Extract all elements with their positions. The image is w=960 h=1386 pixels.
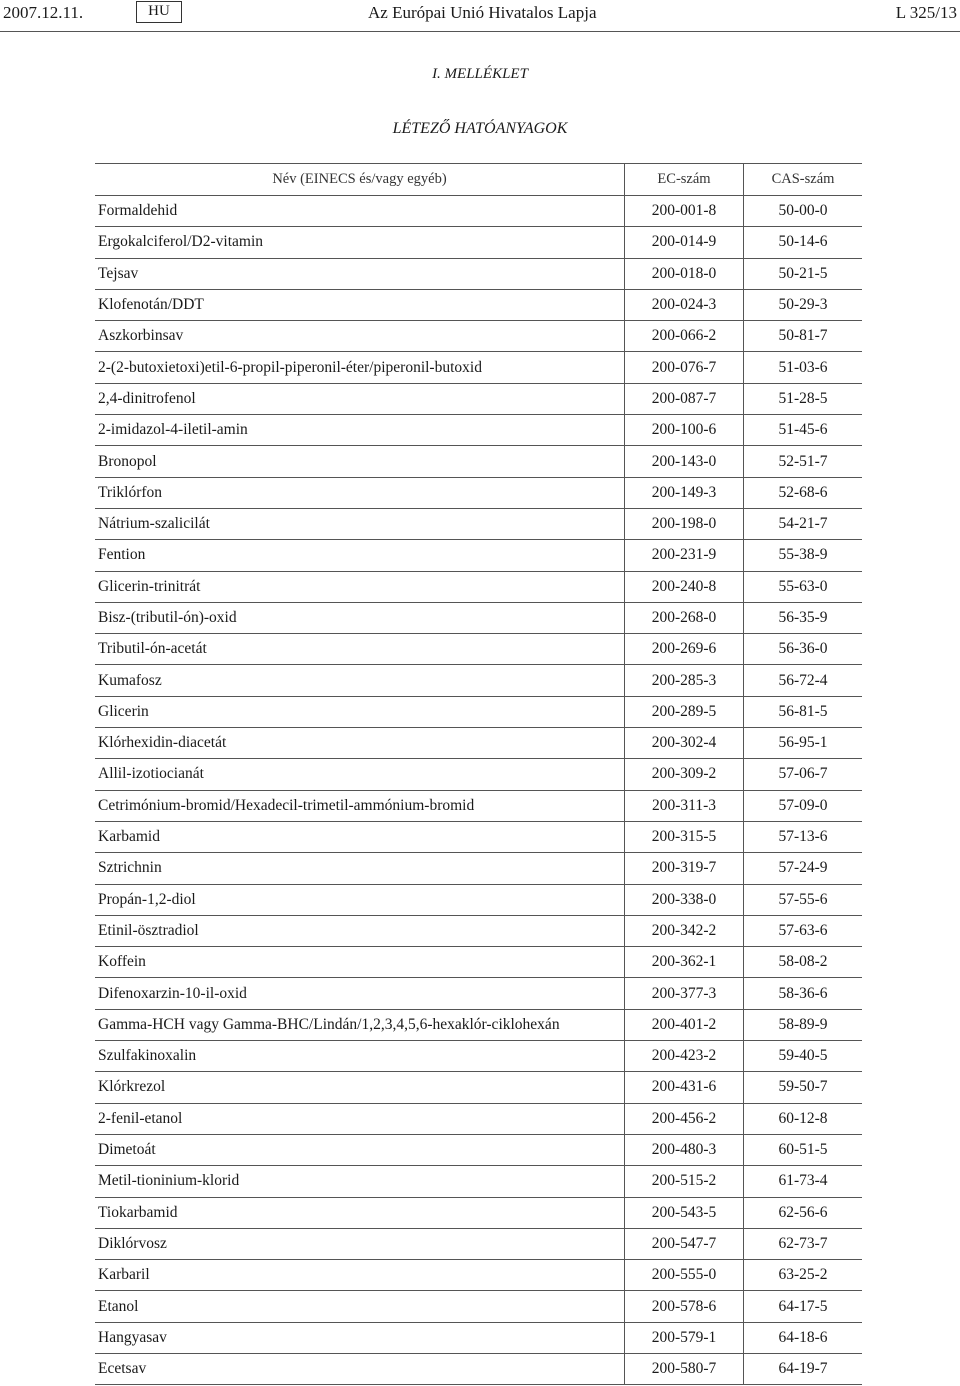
cas-number-cell: 59-40-5: [744, 1041, 863, 1072]
table-row: [95, 289, 862, 320]
table-row: [95, 665, 862, 696]
cas-number-cell: 50-81-7: [744, 321, 863, 352]
cas-number-cell: 62-73-7: [744, 1228, 863, 1259]
table-row: [95, 696, 862, 727]
substance-name-cell: 2,4-dinitrofenol: [95, 383, 625, 414]
table-row: [95, 1134, 862, 1165]
ec-number-cell: 200-377-3: [625, 978, 744, 1009]
ec-number-cell: 200-456-2: [625, 1103, 744, 1134]
substance-name-cell: Cetrimónium-bromid/Hexadecil-trimetil-ammónium-bromid: [95, 790, 625, 821]
substance-name-cell: Etinil-ösztradiol: [95, 915, 625, 946]
ec-number-cell: 200-149-3: [625, 477, 744, 508]
substance-name-cell: Sztrichnin: [95, 853, 625, 884]
annex-title: I. MELLÉKLET: [432, 66, 528, 82]
cas-number-cell: 56-72-4: [744, 665, 863, 696]
cas-number-cell: 56-95-1: [744, 728, 863, 759]
ec-number-cell: 200-547-7: [625, 1228, 744, 1259]
ec-number-cell: 200-302-4: [625, 728, 744, 759]
table-row: [95, 446, 862, 477]
ec-number-cell: 200-066-2: [625, 321, 744, 352]
substance-name-cell: Kumafosz: [95, 665, 625, 696]
cas-number-cell: 50-00-0: [744, 196, 863, 227]
cas-number-cell: 57-63-6: [744, 915, 863, 946]
table-row: [95, 1166, 862, 1197]
substance-name-cell: Fention: [95, 540, 625, 571]
table-row: [95, 258, 862, 289]
cas-number-cell: 51-28-5: [744, 383, 863, 414]
substance-name-cell: 2-fenil-etanol: [95, 1103, 625, 1134]
ec-number-cell: 200-285-3: [625, 665, 744, 696]
table-row: [95, 1103, 862, 1134]
table-row: [95, 1041, 862, 1072]
cas-number-cell: 52-68-6: [744, 477, 863, 508]
ec-number-cell: 200-001-8: [625, 196, 744, 227]
table-row: [95, 634, 862, 665]
table-row: [95, 1072, 862, 1103]
table-row: [95, 1228, 862, 1259]
substance-name-cell: Dimetoát: [95, 1134, 625, 1165]
table-row: [95, 321, 862, 352]
cas-number-cell: 63-25-2: [744, 1260, 863, 1291]
ec-number-cell: 200-543-5: [625, 1197, 744, 1228]
substance-name-cell: Tejsav: [95, 258, 625, 289]
table-row: [95, 508, 862, 539]
cas-number-cell: 64-18-6: [744, 1322, 863, 1353]
table-row: [95, 602, 862, 633]
table-row: [95, 383, 862, 414]
table-row: [95, 415, 862, 446]
substance-name-cell: Propán-1,2-diol: [95, 884, 625, 915]
cas-number-cell: 57-09-0: [744, 790, 863, 821]
table-row: [95, 915, 862, 946]
ec-number-cell: 200-087-7: [625, 383, 744, 414]
cas-number-cell: 56-35-9: [744, 602, 863, 633]
substance-name-cell: Bronopol: [95, 446, 625, 477]
substance-name-cell: Glicerin-trinitrát: [95, 571, 625, 602]
table-body: [95, 196, 862, 1385]
substance-name-cell: Koffein: [95, 947, 625, 978]
substance-name-cell: 2-(2-butoxietoxi)etil-6-propil-piperonil-éter/piperonil-butoxid: [95, 352, 625, 383]
table-row: [95, 1353, 862, 1384]
cas-number-cell: 58-36-6: [744, 978, 863, 1009]
table-row: [95, 1322, 862, 1353]
ec-number-cell: 200-289-5: [625, 696, 744, 727]
ec-number-cell: 200-100-6: [625, 415, 744, 446]
substance-name-cell: Gamma-HCH vagy Gamma-BHC/Lindán/1,2,3,4,5,6-hexaklór-ciklohexán: [95, 1009, 625, 1040]
ec-number-cell: 200-076-7: [625, 352, 744, 383]
substance-name-cell: Triklórfon: [95, 477, 625, 508]
ec-number-cell: 200-423-2: [625, 1041, 744, 1072]
substance-name-cell: Etanol: [95, 1291, 625, 1322]
cas-number-cell: 51-45-6: [744, 415, 863, 446]
language-badge: HU: [136, 1, 182, 23]
substance-name-cell: Diklórvosz: [95, 1228, 625, 1259]
ec-number-cell: 200-014-9: [625, 227, 744, 258]
cas-number-cell: 56-36-0: [744, 634, 863, 665]
table-header-row: [95, 164, 862, 196]
ec-number-cell: 200-580-7: [625, 1353, 744, 1384]
column-header-cas: CAS-szám: [744, 164, 863, 196]
cas-number-cell: 61-73-4: [744, 1166, 863, 1197]
table-row: [95, 1009, 862, 1040]
ec-number-cell: 200-401-2: [625, 1009, 744, 1040]
cas-number-cell: 50-14-6: [744, 227, 863, 258]
substance-name-cell: Klórkrezol: [95, 1072, 625, 1103]
ec-number-cell: 200-555-0: [625, 1260, 744, 1291]
cas-number-cell: 55-63-0: [744, 571, 863, 602]
column-header-name: Név (EINECS és/vagy egyéb): [95, 164, 625, 196]
table-row: [95, 728, 862, 759]
table-row: [95, 790, 862, 821]
table-row: [95, 540, 862, 571]
ec-number-cell: 200-480-3: [625, 1134, 744, 1165]
table-row: [95, 352, 862, 383]
table-row: [95, 978, 862, 1009]
cas-number-cell: 57-06-7: [744, 759, 863, 790]
ec-number-cell: 200-024-3: [625, 289, 744, 320]
ec-number-cell: 200-143-0: [625, 446, 744, 477]
cas-number-cell: 55-38-9: [744, 540, 863, 571]
cas-number-cell: 64-17-5: [744, 1291, 863, 1322]
publication-date: 2007.12.11.: [3, 3, 84, 22]
cas-number-cell: 50-21-5: [744, 258, 863, 289]
table-row: [95, 571, 862, 602]
cas-number-cell: 59-50-7: [744, 1072, 863, 1103]
ec-number-cell: 200-309-2: [625, 759, 744, 790]
cas-number-cell: 57-24-9: [744, 853, 863, 884]
column-header-ec: EC-szám: [625, 164, 744, 196]
page-reference: L 325/13: [895, 3, 957, 22]
ec-number-cell: 200-268-0: [625, 602, 744, 633]
substance-name-cell: Tiokarbamid: [95, 1197, 625, 1228]
table-row: [95, 853, 862, 884]
table-row: [95, 884, 862, 915]
ec-number-cell: 200-231-9: [625, 540, 744, 571]
cas-number-cell: 56-81-5: [744, 696, 863, 727]
table-row: [95, 227, 862, 258]
table-row: [95, 821, 862, 852]
substance-name-cell: Tributil-ón-acetát: [95, 634, 625, 665]
substance-name-cell: 2-imidazol-4-iletil-amin: [95, 415, 625, 446]
substance-name-cell: Nátrium-szalicilát: [95, 508, 625, 539]
section-title: LÉTEZŐ HATÓANYAGOK: [392, 120, 568, 137]
ec-number-cell: 200-198-0: [625, 508, 744, 539]
cas-number-cell: 60-51-5: [744, 1134, 863, 1165]
ec-number-cell: 200-269-6: [625, 634, 744, 665]
ec-number-cell: 200-362-1: [625, 947, 744, 978]
ec-number-cell: 200-431-6: [625, 1072, 744, 1103]
ec-number-cell: 200-515-2: [625, 1166, 744, 1197]
ec-number-cell: 200-240-8: [625, 571, 744, 602]
substance-name-cell: Klórhexidin-diacetát: [95, 728, 625, 759]
cas-number-cell: 60-12-8: [744, 1103, 863, 1134]
journal-title: Az Európai Unió Hivatalos Lapja: [368, 3, 597, 22]
ec-number-cell: 200-578-6: [625, 1291, 744, 1322]
ec-number-cell: 200-342-2: [625, 915, 744, 946]
substance-name-cell: Metil-tioninium-klorid: [95, 1166, 625, 1197]
table-row: [95, 1197, 862, 1228]
cas-number-cell: 57-55-6: [744, 884, 863, 915]
substance-name-cell: Aszkorbinsav: [95, 321, 625, 352]
ec-number-cell: 200-311-3: [625, 790, 744, 821]
table-row: [95, 947, 862, 978]
page-header: [0, 0, 960, 32]
substance-name-cell: Glicerin: [95, 696, 625, 727]
substance-name-cell: Karbaril: [95, 1260, 625, 1291]
ec-number-cell: 200-319-7: [625, 853, 744, 884]
cas-number-cell: 50-29-3: [744, 289, 863, 320]
substance-name-cell: Formaldehid: [95, 196, 625, 227]
ec-number-cell: 200-315-5: [625, 821, 744, 852]
cas-number-cell: 64-19-7: [744, 1353, 863, 1384]
cas-number-cell: 57-13-6: [744, 821, 863, 852]
table-row: [95, 196, 862, 227]
cas-number-cell: 58-89-9: [744, 1009, 863, 1040]
substance-name-cell: Ergokalciferol/D2-vitamin: [95, 227, 625, 258]
table-row: [95, 1291, 862, 1322]
substance-name-cell: Hangyasav: [95, 1322, 625, 1353]
cas-number-cell: 51-03-6: [744, 352, 863, 383]
cas-number-cell: 62-56-6: [744, 1197, 863, 1228]
ec-number-cell: 200-338-0: [625, 884, 744, 915]
cas-number-cell: 58-08-2: [744, 947, 863, 978]
cas-number-cell: 52-51-7: [744, 446, 863, 477]
table-row: [95, 1260, 862, 1291]
substance-name-cell: Bisz-(tributil-ón)-oxid: [95, 602, 625, 633]
ec-number-cell: 200-579-1: [625, 1322, 744, 1353]
substance-name-cell: Klofenotán/DDT: [95, 289, 625, 320]
ec-number-cell: 200-018-0: [625, 258, 744, 289]
substance-name-cell: Allil-izotiocianát: [95, 759, 625, 790]
cas-number-cell: 54-21-7: [744, 508, 863, 539]
substance-name-cell: Ecetsav: [95, 1353, 625, 1384]
substance-name-cell: Karbamid: [95, 821, 625, 852]
substances-table: [95, 163, 862, 1385]
substance-name-cell: Difenoxarzin-10-il-oxid: [95, 978, 625, 1009]
table-row: [95, 759, 862, 790]
substance-name-cell: Szulfakinoxalin: [95, 1041, 625, 1072]
table-row: [95, 477, 862, 508]
